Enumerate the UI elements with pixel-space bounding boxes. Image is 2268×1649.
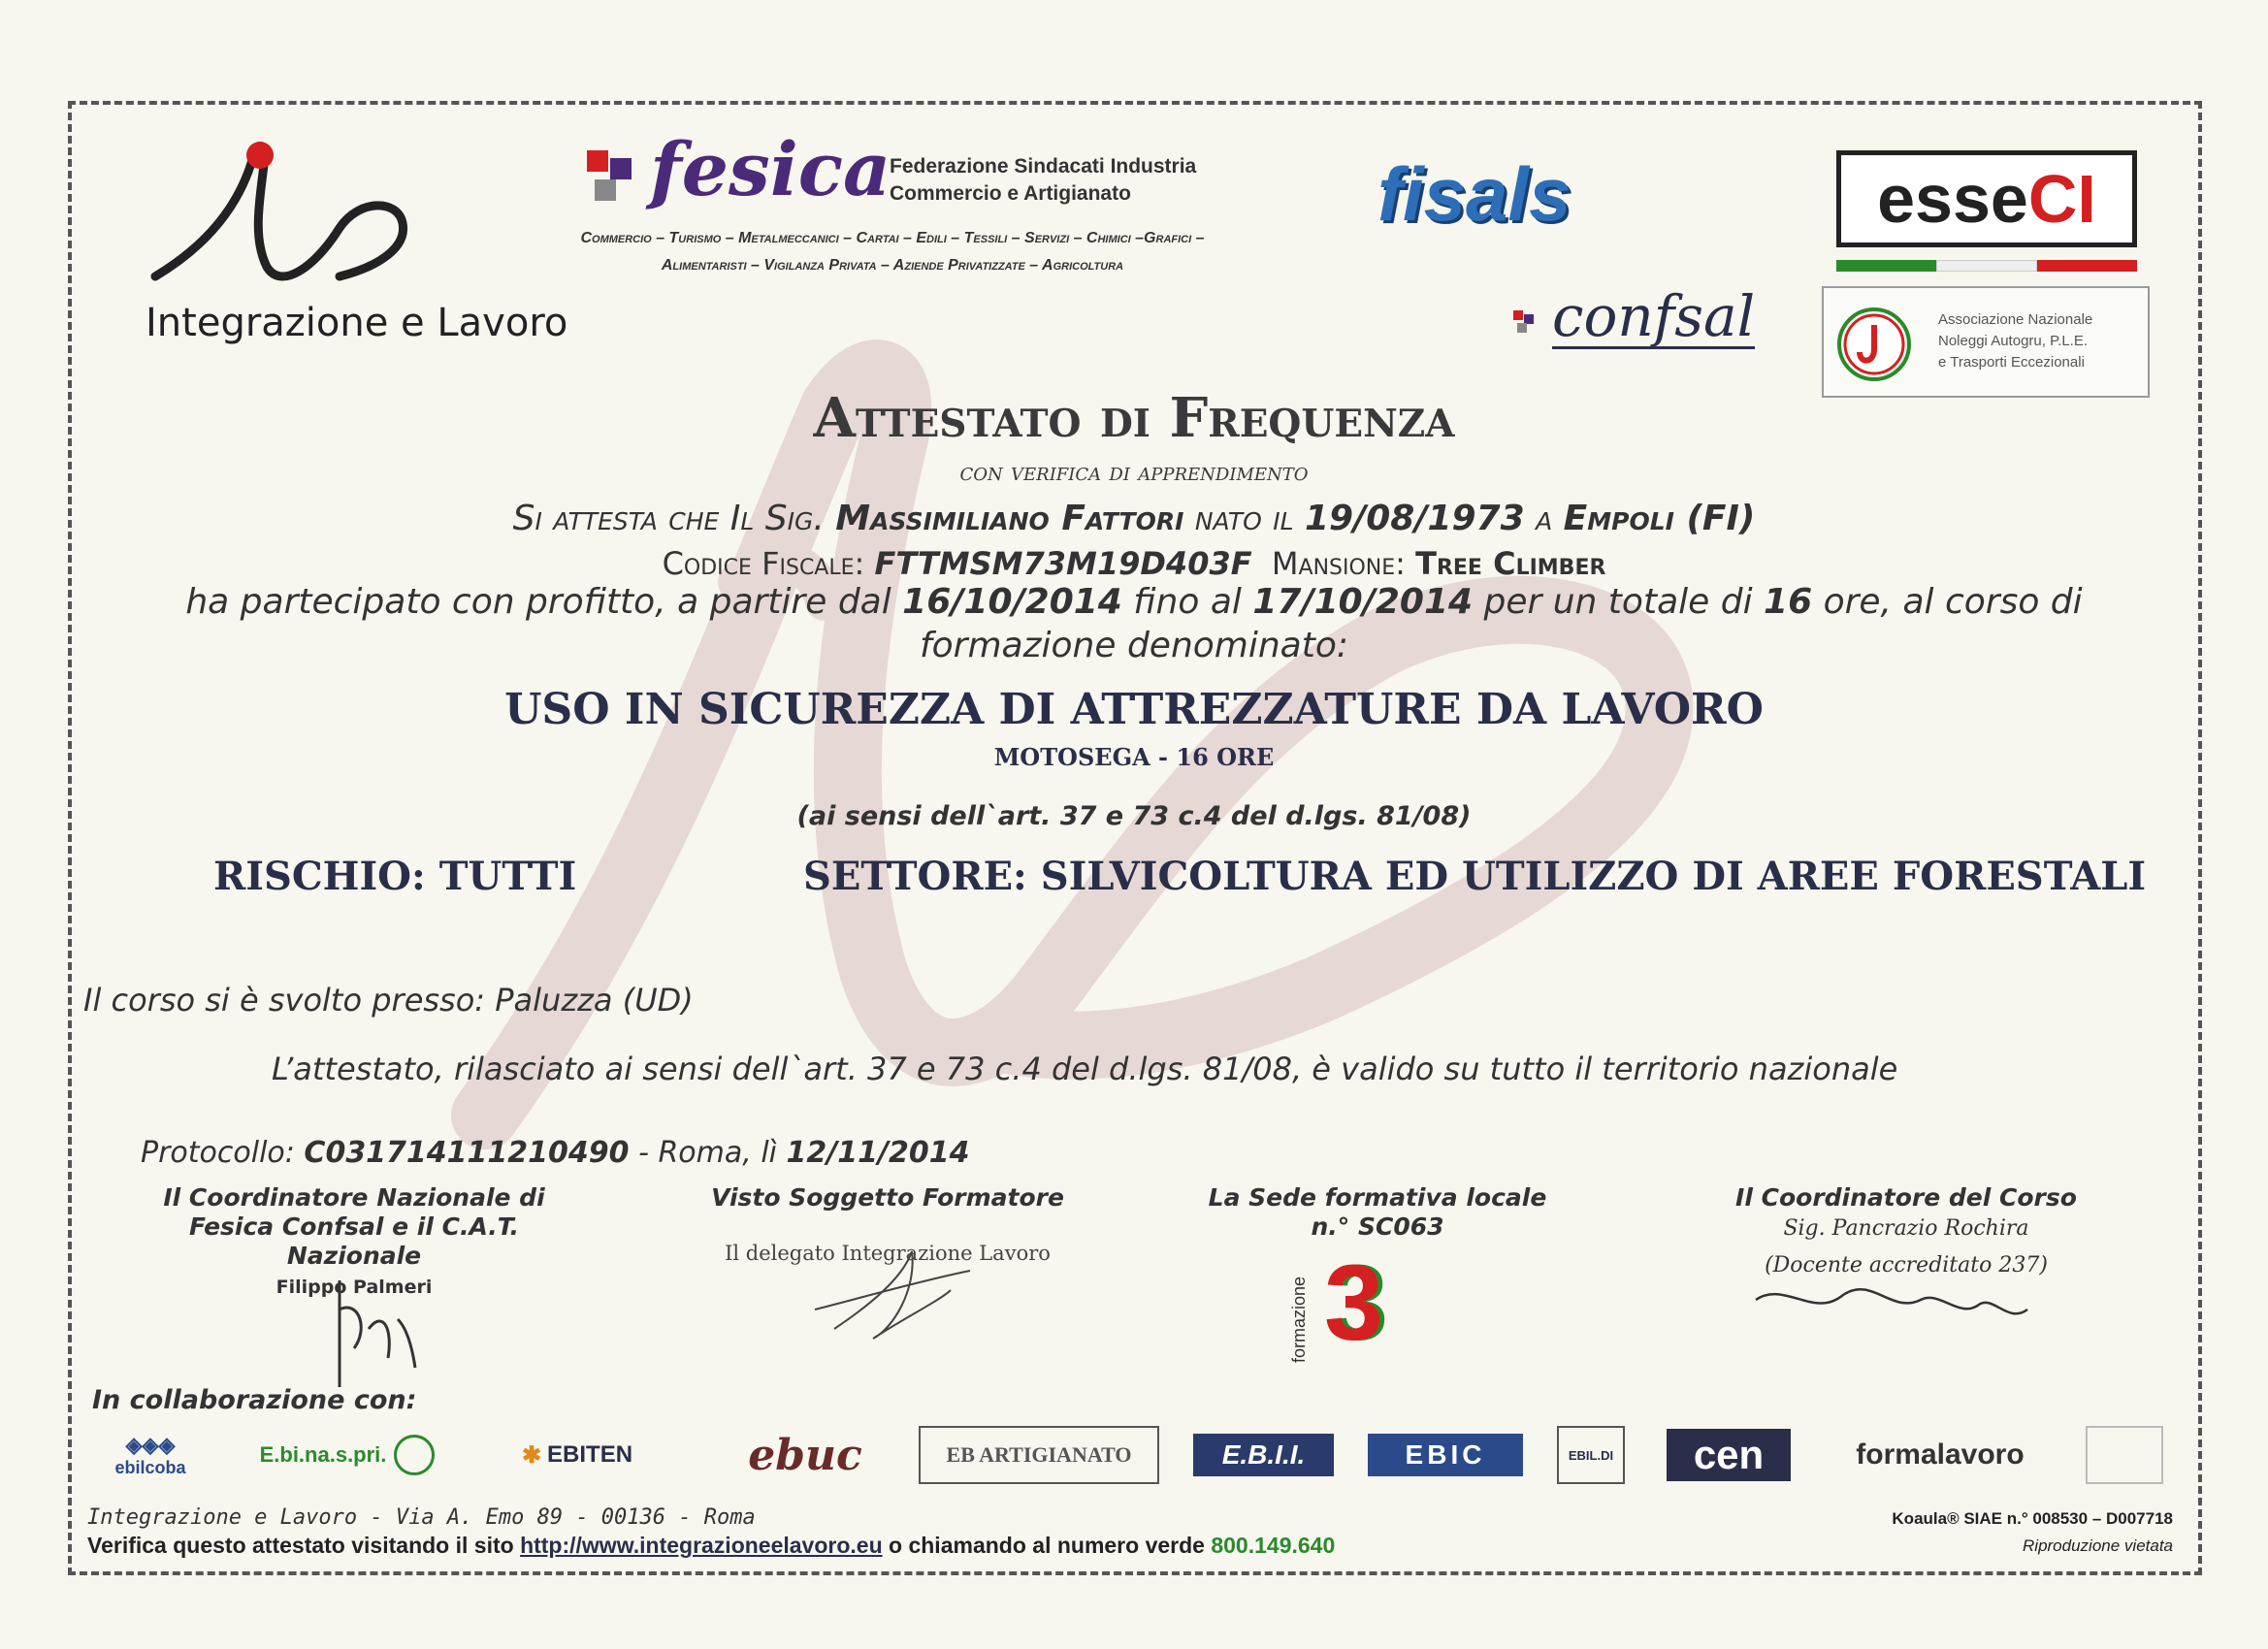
signature-1-name: Filippo Palmeri: [275, 1277, 433, 1298]
esseci-logo-part-b: CI: [2027, 161, 2096, 237]
course-detail: MOTOSEGA - 16 ORE: [993, 743, 1275, 771]
fesica-squares-icon: [587, 150, 633, 204]
fesica-logo-text: fesica: [650, 126, 891, 212]
fiscal-code-label: Codice Fiscale:: [662, 545, 875, 582]
signature-block-training-entity: Visto Soggetto Formatore: [711, 1183, 1064, 1212]
confsal-squares-icon: [1513, 310, 1535, 332]
fesica-sectors-line-2: Alimentaristi – Vigilanza Privata – Aziende Privatizzate – Agricoltura: [661, 257, 1124, 274]
anna-association-logo: [1822, 286, 2150, 398]
sector-label: SETTORE: SILVICOLTURA ED UTILIZZO DI AREE FORESTALI: [803, 854, 2147, 899]
fiscal-code-line: [0, 545, 2268, 582]
participation-line: [0, 582, 2268, 622]
end-date: 17/10/2014: [1252, 582, 1474, 622]
signature-4-scribble: [1746, 1271, 2037, 1339]
collab-logo-box: [2086, 1426, 2163, 1484]
footer-address: Integrazione e Lavoro - Via A. Emo 89 - 00136 - Roma: [87, 1505, 756, 1530]
participation-intro: ha partecipato con profitto, a partire dal: [185, 582, 903, 622]
signature-1-title-line-2: Fesica Confsal e il C.A.T.: [188, 1212, 520, 1241]
toll-free-number: 800.149.640: [1211, 1533, 1336, 1558]
signature-1-scribble: [301, 1271, 437, 1397]
course-intro-line: formazione denominato:: [919, 626, 1349, 665]
role-label: Mansione:: [1251, 545, 1416, 582]
collab-logo-ebii: E.B.I.I.: [1193, 1434, 1334, 1476]
collab-logo-eb-artigianato: EB ARTIGIANATO: [919, 1426, 1159, 1484]
signature-1-title-line-1: Il Coordinatore Nazionale di: [163, 1183, 545, 1212]
esseci-logo-part-a: esse: [1877, 161, 2028, 237]
anna-text-line-1: Associazione Nazionale: [1938, 311, 2093, 328]
hours-label: per un totale di: [1473, 582, 1765, 622]
signature-4-name: Sig. Pancrazio Rochira: [1783, 1216, 2029, 1241]
role-value: Tree Climber: [1415, 545, 1606, 582]
collab-logo-cen: cen: [1667, 1429, 1791, 1481]
collab-logo-ebildi: EBIL.DI: [1557, 1426, 1625, 1484]
reproduction-notice: Riproduzione vietata: [2023, 1536, 2173, 1555]
esseci-flag-bar: [1836, 260, 2137, 272]
verify-text-a: Verifica questo attestato visitando il sito: [87, 1533, 521, 1558]
footer-verify-line: [87, 1533, 1335, 1559]
verify-text-b: o chiamando al numero verde: [882, 1533, 1212, 1558]
fesica-sectors: [490, 225, 1295, 279]
signature-3-title-line-2: n.° SC063: [1311, 1212, 1444, 1241]
signature-4-note: (Docente accreditato 237): [1765, 1253, 2048, 1277]
anna-text-line-2: Noleggi Autogru, P.L.E.: [1938, 333, 2088, 349]
signature-2-note: Il delegato Integrazione Lavoro: [725, 1242, 1051, 1265]
course-law-reference: (ai sensi dell`art. 37 e 73 c.4 del d.lgs. 81/08): [796, 801, 1472, 831]
signature-2-scribble: [805, 1242, 980, 1348]
crane-hook-icon: [1835, 306, 1913, 383]
collab-logo-ebinaspri: [250, 1426, 444, 1484]
validity-statement: L’attestato, rilasciato ai sensi dell`art. 37 e 73 c.4 del d.lgs. 81/08, è valido su tutto il territorio nazionale: [272, 1051, 1898, 1087]
collab-logo-ebiten-text: EBITEN: [547, 1441, 633, 1468]
signature-3-title-line-1: La Sede formativa locale: [1208, 1183, 1547, 1212]
fesica-desc-line-1: Federazione Sindacati Industria: [890, 155, 1197, 178]
risk-label: RISCHIO: TUTTI: [213, 854, 577, 899]
certificate-title: Attestato di Frequenza: [813, 386, 1455, 450]
end-label: fino al: [1121, 582, 1253, 622]
protocol-date: 12/11/2014: [786, 1136, 970, 1170]
collab-logo-ebilcoba-text: ebilcoba: [114, 1457, 186, 1477]
birth-place: Empoli (FI): [1563, 499, 1756, 538]
integrazione-lavoro-logo-text: Integrazione e Lavoro: [146, 301, 568, 345]
formazione3-logo: [1289, 1244, 1411, 1377]
fesica-description: [890, 153, 1196, 208]
fiscal-code-value: FTTMSM73M19D403F: [874, 545, 1252, 582]
course-label: ore, al corso di: [1812, 582, 2083, 622]
person-name: Massimiliano Fattori: [835, 499, 1184, 538]
fesica-desc-line-2: Commercio e Artigianato: [890, 182, 1131, 205]
formazione3-logo-number: 3: [1324, 1244, 1384, 1363]
birth-label: nato il: [1183, 499, 1305, 538]
collab-logo-ebuc: ebuc: [748, 1430, 862, 1480]
protocol-number: C031714111210490: [304, 1136, 630, 1170]
confsal-logo: confsal: [1552, 283, 1756, 349]
integrazione-lavoro-logo-icon: [146, 121, 417, 291]
certificate-subtitle: con verifica di apprendimento: [959, 458, 1309, 487]
birth-date: 19/08/1973: [1304, 499, 1525, 538]
protocol-label: Protocollo:: [141, 1136, 305, 1170]
signature-1-title-line-3: Nazionale: [286, 1242, 422, 1270]
protocol-place: - Roma, lì: [629, 1136, 787, 1170]
verify-url-link[interactable]: http://www.integrazioneelavoro.eu: [520, 1533, 883, 1558]
esseci-logo: [1836, 150, 2137, 247]
attestation-line: [0, 499, 2268, 538]
hours-value: 16: [1764, 582, 1813, 622]
collaboration-label: In collaborazione con:: [92, 1385, 417, 1415]
collab-logo-ebiten: ✱ EBITEN: [521, 1441, 633, 1469]
start-date: 16/10/2014: [902, 582, 1122, 622]
collab-logo-ebilcoba: ◈◈◈ ebilcoba: [114, 1432, 186, 1477]
fesica-sectors-line-1: Commercio – Turismo – Metalmeccanici – Cartai – Edili – Tessili – Servizi – Chimici –Grafici –: [580, 230, 1205, 246]
collab-logo-ebic: EBIC: [1368, 1434, 1523, 1476]
collab-logo-ebinaspri-text: E.bi.na.s.pri.: [259, 1442, 387, 1467]
course-name: USO IN SICUREZZA DI ATTREZZATURE DA LAVORO: [504, 685, 1764, 734]
fisals-logo: fisals: [1377, 151, 1571, 237]
collab-logo-formalavoro: formalavoro: [1856, 1439, 2025, 1471]
signature-block-course-coordinator: Il Coordinatore del Corso: [1735, 1183, 2077, 1212]
attestation-intro: Si attesta che Il Sig.: [512, 499, 836, 538]
course-location: Il corso si è svolto presso: Paluzza (UD): [83, 982, 694, 1018]
birth-place-label: a: [1524, 499, 1564, 538]
koaula-code: Koaula® SIAE n.° 008530 – D007718: [1892, 1509, 2173, 1528]
anna-text-line-3: e Trasporti Eccezionali: [1938, 354, 2085, 371]
formazione3-logo-word: formazione: [1289, 1276, 1310, 1364]
protocol-line: [141, 1136, 969, 1170]
signature-block-local-site: [1183, 1183, 1571, 1242]
